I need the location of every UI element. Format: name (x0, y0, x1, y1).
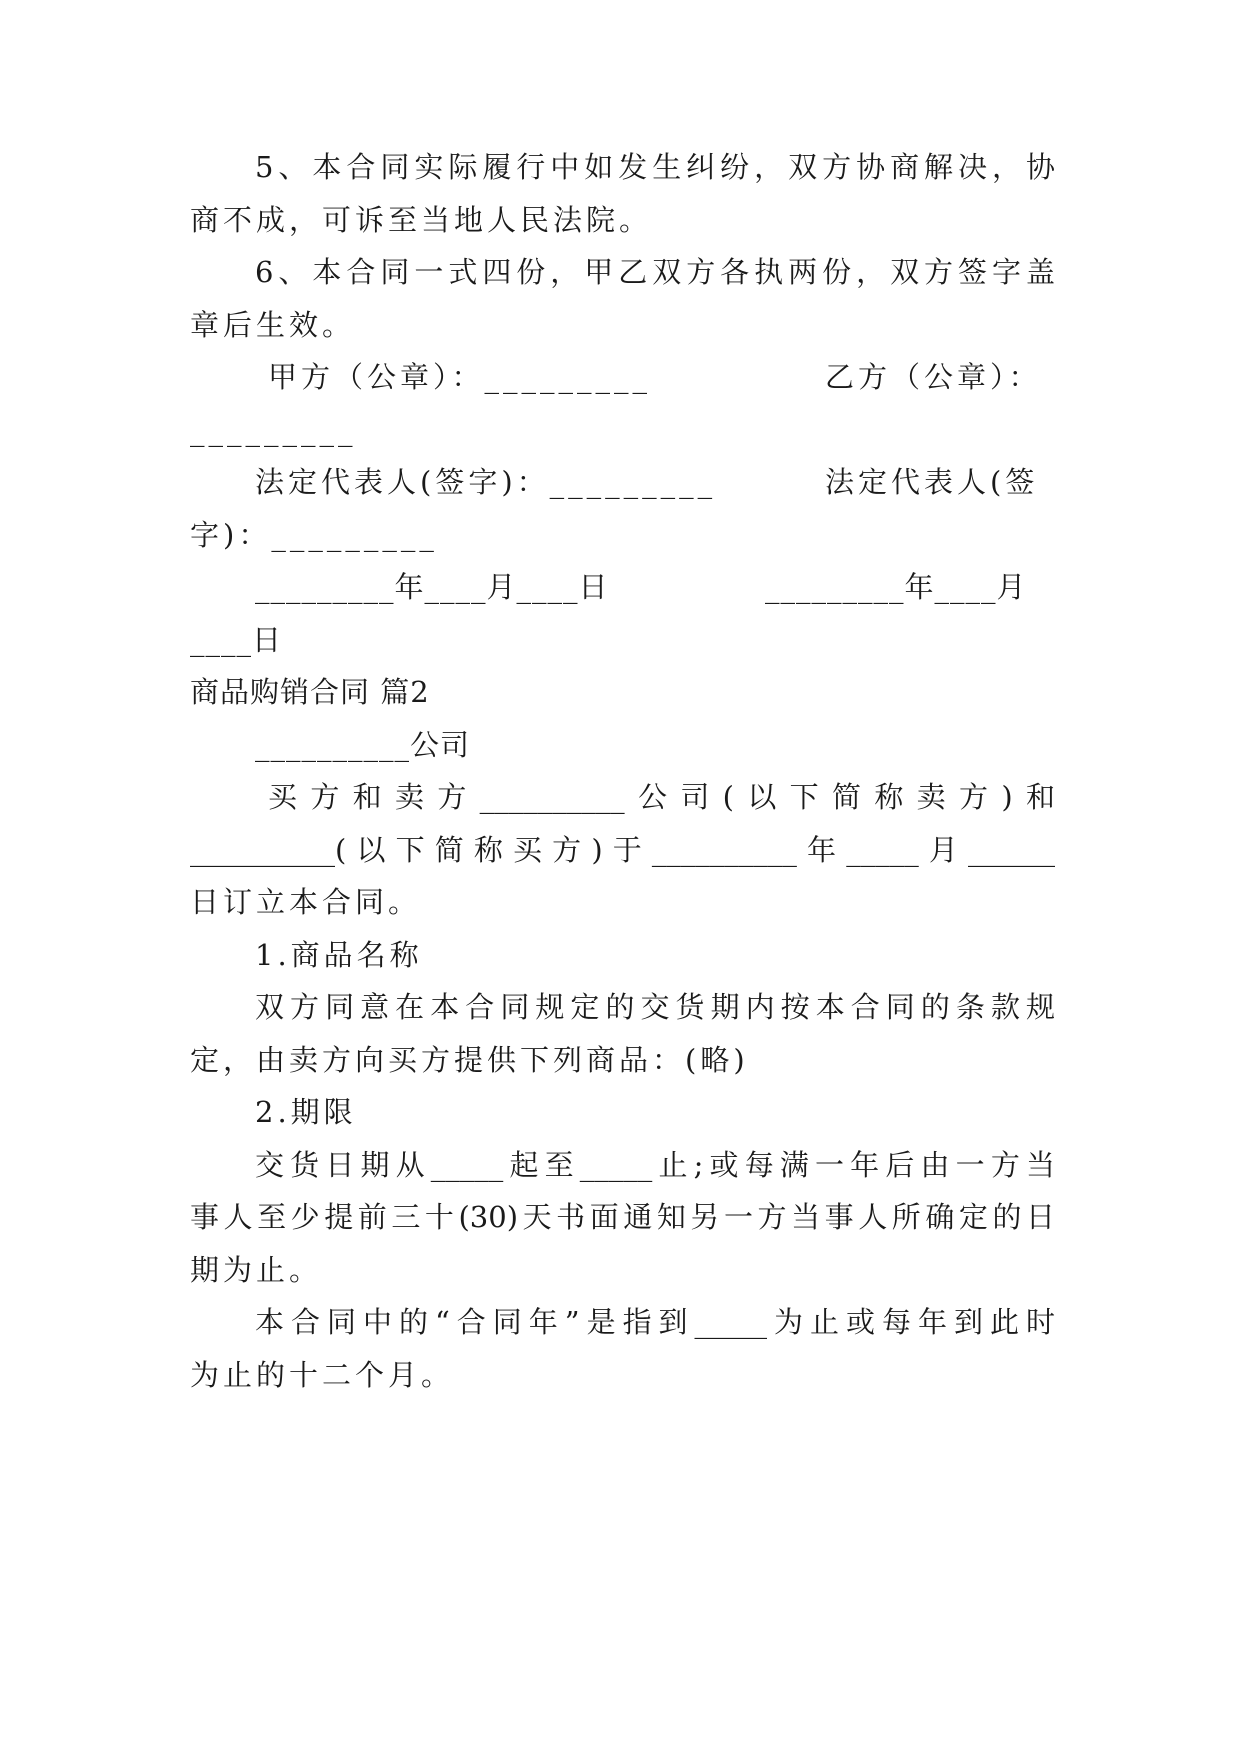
party-b-legal-rep-cont: 字)：_________ (190, 518, 438, 552)
party-a-legal-rep: 法定代表人(签字)：_________ (255, 465, 717, 499)
term-line-1: 交货日期从_____起至_____止;或每满一年后由一方当 (255, 1148, 1055, 1182)
clause-6-line-2: 章后生效。 (190, 308, 356, 342)
party-a-seal: 甲方（公章）：_________ (268, 360, 652, 394)
company-line: __________公司 (255, 728, 471, 762)
clause-6-line-1: 6、本合同一式四份，甲乙双方各执两份，双方签字盖 (255, 255, 1055, 289)
clause-5-line-1: 5、本合同实际履行中如发生纠纷，双方协商解决，协 (255, 150, 1055, 184)
term-line-2: 事人至少提前三十(30)天书面通知另一方当事人所确定的日 (190, 1200, 1055, 1234)
parties-line-2: __________(以下简称买方)于__________年_____月______ (190, 833, 1055, 867)
goods-line-2: 定，由卖方向买方提供下列商品：(略) (190, 1043, 749, 1077)
section-title: 商品购销合同 篇2 (190, 675, 430, 709)
party-a-date: _________年____月____日 (255, 570, 609, 604)
clause-5-line-2: 商不成，可诉至当地人民法院。 (190, 203, 653, 237)
party-b-seal: 乙方（公章）： (825, 360, 1042, 394)
goods-line-1: 双方同意在本合同规定的交货期内按本合同的条款规 (255, 990, 1055, 1024)
party-b-date: _________年____月 (765, 570, 1027, 604)
party-b-seal-blank: _________ (190, 413, 357, 447)
contract-year-line-1: 本合同中的“合同年”是指到_____为止或每年到此时 (255, 1305, 1055, 1339)
heading-term: 2.期限 (255, 1095, 357, 1129)
party-b-date-cont: ____日 (190, 623, 283, 657)
parties-line-1: 买方和卖方__________公司(以下简称卖方)和 (268, 780, 1055, 814)
parties-line-3: 日订立本合同。 (190, 885, 422, 919)
heading-goods-name: 1.商品名称 (255, 938, 423, 972)
party-b-legal-rep: 法定代表人(签 (825, 465, 1039, 499)
contract-year-line-2: 为止的十二个月。 (190, 1358, 455, 1392)
term-line-3: 期为止。 (190, 1253, 323, 1287)
